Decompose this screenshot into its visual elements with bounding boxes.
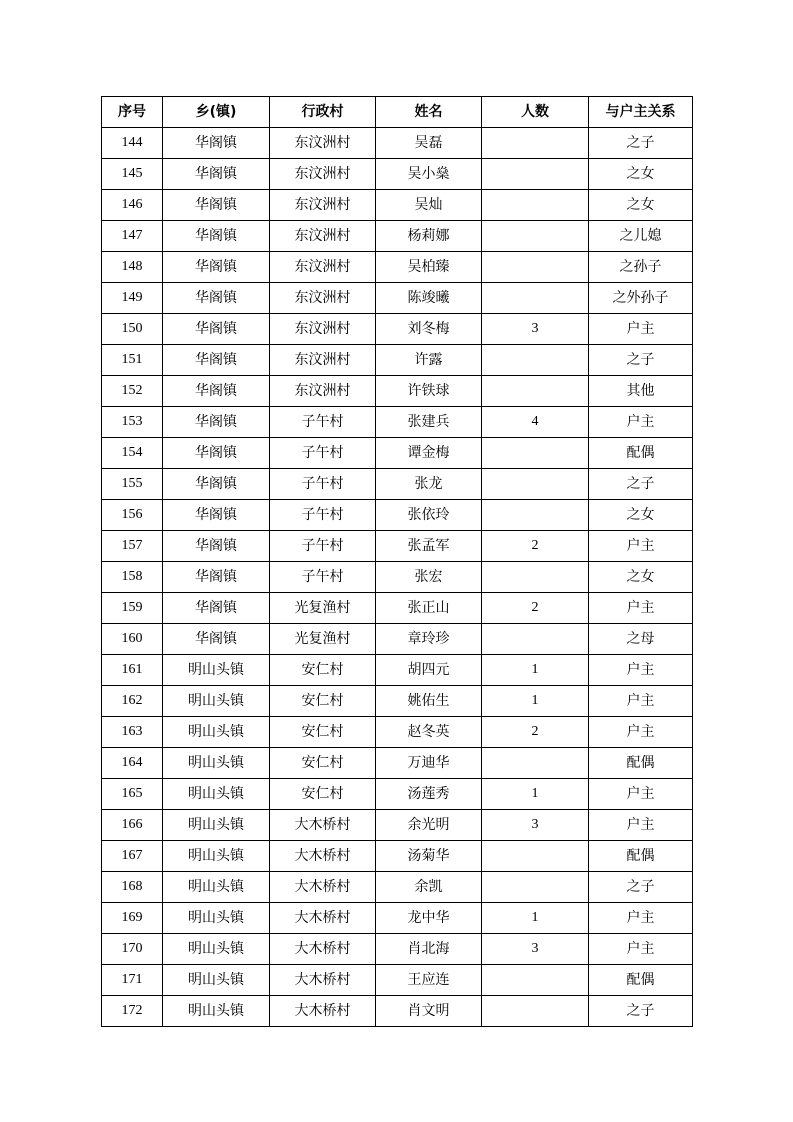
cell-index: 171 (102, 965, 163, 996)
cell-town: 明山头镇 (163, 810, 270, 841)
cell-name: 汤菊华 (376, 841, 482, 872)
cell-count (482, 221, 589, 252)
table-row (102, 314, 693, 345)
cell-town: 华阁镇 (163, 159, 270, 190)
cell-name: 肖文明 (376, 996, 482, 1027)
cell-count: 1 (482, 903, 589, 934)
cell-name: 杨莉娜 (376, 221, 482, 252)
cell-index: 149 (102, 283, 163, 314)
cell-relation: 户主 (589, 810, 693, 841)
cell-relation: 配偶 (589, 438, 693, 469)
cell-index: 155 (102, 469, 163, 500)
cell-count (482, 345, 589, 376)
cell-village: 东汶洲村 (270, 190, 376, 221)
header-relation: 与户主关系 (589, 97, 693, 128)
cell-relation: 之外孙子 (589, 283, 693, 314)
cell-count (482, 376, 589, 407)
cell-index: 168 (102, 872, 163, 903)
cell-town: 华阁镇 (163, 593, 270, 624)
cell-index: 151 (102, 345, 163, 376)
cell-village: 大木桥村 (270, 841, 376, 872)
cell-village: 子午村 (270, 438, 376, 469)
cell-relation: 配偶 (589, 748, 693, 779)
cell-relation: 户主 (589, 779, 693, 810)
cell-town: 华阁镇 (163, 376, 270, 407)
cell-count (482, 872, 589, 903)
cell-relation: 户主 (589, 655, 693, 686)
cell-village: 子午村 (270, 469, 376, 500)
cell-index: 144 (102, 128, 163, 159)
cell-count: 2 (482, 531, 589, 562)
cell-count: 2 (482, 593, 589, 624)
cell-index: 157 (102, 531, 163, 562)
cell-town: 明山头镇 (163, 965, 270, 996)
cell-town: 华阁镇 (163, 252, 270, 283)
cell-count: 1 (482, 686, 589, 717)
cell-name: 张正山 (376, 593, 482, 624)
cell-relation: 之子 (589, 128, 693, 159)
cell-village: 东汶洲村 (270, 314, 376, 345)
cell-town: 明山头镇 (163, 686, 270, 717)
cell-count (482, 500, 589, 531)
cell-village: 安仁村 (270, 779, 376, 810)
cell-index: 160 (102, 624, 163, 655)
cell-village: 东汶洲村 (270, 159, 376, 190)
cell-town: 华阁镇 (163, 314, 270, 345)
cell-town: 华阁镇 (163, 469, 270, 500)
cell-name: 章玲珍 (376, 624, 482, 655)
cell-name: 胡四元 (376, 655, 482, 686)
cell-count (482, 562, 589, 593)
header-count: 人数 (482, 97, 589, 128)
cell-index: 169 (102, 903, 163, 934)
cell-count (482, 996, 589, 1027)
cell-name: 许露 (376, 345, 482, 376)
cell-village: 大木桥村 (270, 965, 376, 996)
cell-index: 152 (102, 376, 163, 407)
cell-name: 吴灿 (376, 190, 482, 221)
cell-name: 姚佑生 (376, 686, 482, 717)
cell-relation: 之子 (589, 996, 693, 1027)
cell-relation: 户主 (589, 903, 693, 934)
cell-count (482, 469, 589, 500)
table-body (102, 128, 693, 1027)
cell-name: 张龙 (376, 469, 482, 500)
table-row (102, 686, 693, 717)
header-row (102, 97, 693, 128)
cell-relation: 户主 (589, 531, 693, 562)
cell-index: 164 (102, 748, 163, 779)
cell-relation: 之子 (589, 345, 693, 376)
cell-village: 东汶洲村 (270, 221, 376, 252)
table-row (102, 562, 693, 593)
cell-count (482, 438, 589, 469)
cell-village: 子午村 (270, 407, 376, 438)
cell-town: 华阁镇 (163, 500, 270, 531)
cell-name: 陈竣曦 (376, 283, 482, 314)
cell-town: 明山头镇 (163, 903, 270, 934)
cell-village: 子午村 (270, 531, 376, 562)
cell-name: 王应连 (376, 965, 482, 996)
cell-village: 子午村 (270, 562, 376, 593)
cell-relation: 之女 (589, 190, 693, 221)
table-row (102, 965, 693, 996)
cell-town: 明山头镇 (163, 779, 270, 810)
table-row (102, 934, 693, 965)
cell-count: 4 (482, 407, 589, 438)
cell-count (482, 748, 589, 779)
table-row (102, 407, 693, 438)
cell-town: 华阁镇 (163, 221, 270, 252)
cell-town: 明山头镇 (163, 748, 270, 779)
cell-town: 明山头镇 (163, 841, 270, 872)
cell-village: 东汶洲村 (270, 252, 376, 283)
cell-town: 华阁镇 (163, 562, 270, 593)
cell-count: 2 (482, 717, 589, 748)
table-row (102, 500, 693, 531)
table-row (102, 376, 693, 407)
cell-count (482, 965, 589, 996)
roster-table (101, 96, 693, 1027)
cell-relation: 户主 (589, 717, 693, 748)
cell-village: 东汶洲村 (270, 128, 376, 159)
table-row (102, 624, 693, 655)
table-row (102, 531, 693, 562)
table-row (102, 717, 693, 748)
table-row (102, 159, 693, 190)
cell-village: 大木桥村 (270, 934, 376, 965)
cell-village: 大木桥村 (270, 872, 376, 903)
cell-village: 大木桥村 (270, 810, 376, 841)
cell-name: 吴柏臻 (376, 252, 482, 283)
cell-town: 华阁镇 (163, 407, 270, 438)
cell-village: 东汶洲村 (270, 376, 376, 407)
table-row (102, 748, 693, 779)
cell-name: 张宏 (376, 562, 482, 593)
table-header (102, 97, 693, 128)
cell-village: 东汶洲村 (270, 283, 376, 314)
cell-town: 华阁镇 (163, 190, 270, 221)
cell-count (482, 159, 589, 190)
cell-town: 华阁镇 (163, 345, 270, 376)
cell-index: 172 (102, 996, 163, 1027)
cell-village: 安仁村 (270, 717, 376, 748)
cell-count: 3 (482, 934, 589, 965)
cell-name: 吴磊 (376, 128, 482, 159)
header-village: 行政村 (270, 97, 376, 128)
cell-town: 华阁镇 (163, 438, 270, 469)
cell-town: 华阁镇 (163, 531, 270, 562)
cell-index: 165 (102, 779, 163, 810)
header-index: 序号 (102, 97, 163, 128)
cell-count (482, 252, 589, 283)
table-row (102, 190, 693, 221)
cell-town: 明山头镇 (163, 996, 270, 1027)
cell-village: 光复渔村 (270, 624, 376, 655)
cell-town: 明山头镇 (163, 872, 270, 903)
cell-index: 163 (102, 717, 163, 748)
table-row (102, 252, 693, 283)
cell-name: 张建兵 (376, 407, 482, 438)
table-row (102, 903, 693, 934)
cell-relation: 户主 (589, 314, 693, 345)
cell-town: 华阁镇 (163, 128, 270, 159)
cell-name: 许铁球 (376, 376, 482, 407)
cell-index: 161 (102, 655, 163, 686)
cell-name: 刘冬梅 (376, 314, 482, 345)
cell-village: 安仁村 (270, 748, 376, 779)
table-row (102, 438, 693, 469)
cell-name: 肖北海 (376, 934, 482, 965)
cell-relation: 之女 (589, 500, 693, 531)
cell-relation: 配偶 (589, 965, 693, 996)
cell-index: 156 (102, 500, 163, 531)
cell-name: 张依玲 (376, 500, 482, 531)
table-row (102, 655, 693, 686)
cell-count: 3 (482, 810, 589, 841)
cell-index: 167 (102, 841, 163, 872)
table-row (102, 779, 693, 810)
cell-index: 159 (102, 593, 163, 624)
cell-name: 龙中华 (376, 903, 482, 934)
cell-name: 汤莲秀 (376, 779, 482, 810)
cell-name: 余凯 (376, 872, 482, 903)
cell-relation: 之女 (589, 562, 693, 593)
cell-index: 158 (102, 562, 163, 593)
cell-town: 明山头镇 (163, 934, 270, 965)
cell-count (482, 190, 589, 221)
cell-relation: 之儿媳 (589, 221, 693, 252)
header-name: 姓名 (376, 97, 482, 128)
table-row (102, 221, 693, 252)
cell-count: 1 (482, 779, 589, 810)
cell-village: 大木桥村 (270, 903, 376, 934)
cell-name: 吴小燊 (376, 159, 482, 190)
cell-relation: 之孙子 (589, 252, 693, 283)
cell-relation: 之母 (589, 624, 693, 655)
cell-name: 谭金梅 (376, 438, 482, 469)
cell-relation: 配偶 (589, 841, 693, 872)
cell-index: 153 (102, 407, 163, 438)
cell-village: 光复渔村 (270, 593, 376, 624)
cell-village: 东汶洲村 (270, 345, 376, 376)
cell-index: 166 (102, 810, 163, 841)
table-row (102, 996, 693, 1027)
cell-index: 170 (102, 934, 163, 965)
cell-name: 余光明 (376, 810, 482, 841)
table-row (102, 469, 693, 500)
cell-village: 安仁村 (270, 655, 376, 686)
table-row (102, 128, 693, 159)
cell-name: 万迪华 (376, 748, 482, 779)
table-row (102, 593, 693, 624)
cell-town: 华阁镇 (163, 283, 270, 314)
cell-town: 明山头镇 (163, 655, 270, 686)
cell-index: 150 (102, 314, 163, 345)
cell-relation: 其他 (589, 376, 693, 407)
cell-name: 赵冬英 (376, 717, 482, 748)
cell-count: 1 (482, 655, 589, 686)
cell-index: 154 (102, 438, 163, 469)
cell-relation: 户主 (589, 593, 693, 624)
cell-count: 3 (482, 314, 589, 345)
cell-village: 安仁村 (270, 686, 376, 717)
table-row (102, 872, 693, 903)
cell-town: 华阁镇 (163, 624, 270, 655)
cell-index: 148 (102, 252, 163, 283)
table-row (102, 841, 693, 872)
table-row (102, 345, 693, 376)
table-row (102, 810, 693, 841)
cell-name: 张孟军 (376, 531, 482, 562)
cell-count (482, 841, 589, 872)
cell-village: 大木桥村 (270, 996, 376, 1027)
cell-relation: 之女 (589, 159, 693, 190)
cell-relation: 户主 (589, 407, 693, 438)
cell-index: 146 (102, 190, 163, 221)
cell-town: 明山头镇 (163, 717, 270, 748)
cell-relation: 户主 (589, 934, 693, 965)
cell-index: 147 (102, 221, 163, 252)
cell-count (482, 624, 589, 655)
header-town: 乡(镇) (163, 97, 270, 128)
cell-count (482, 283, 589, 314)
cell-count (482, 128, 589, 159)
cell-village: 子午村 (270, 500, 376, 531)
cell-index: 162 (102, 686, 163, 717)
cell-relation: 之子 (589, 872, 693, 903)
cell-index: 145 (102, 159, 163, 190)
cell-relation: 户主 (589, 686, 693, 717)
cell-relation: 之子 (589, 469, 693, 500)
table-row (102, 283, 693, 314)
